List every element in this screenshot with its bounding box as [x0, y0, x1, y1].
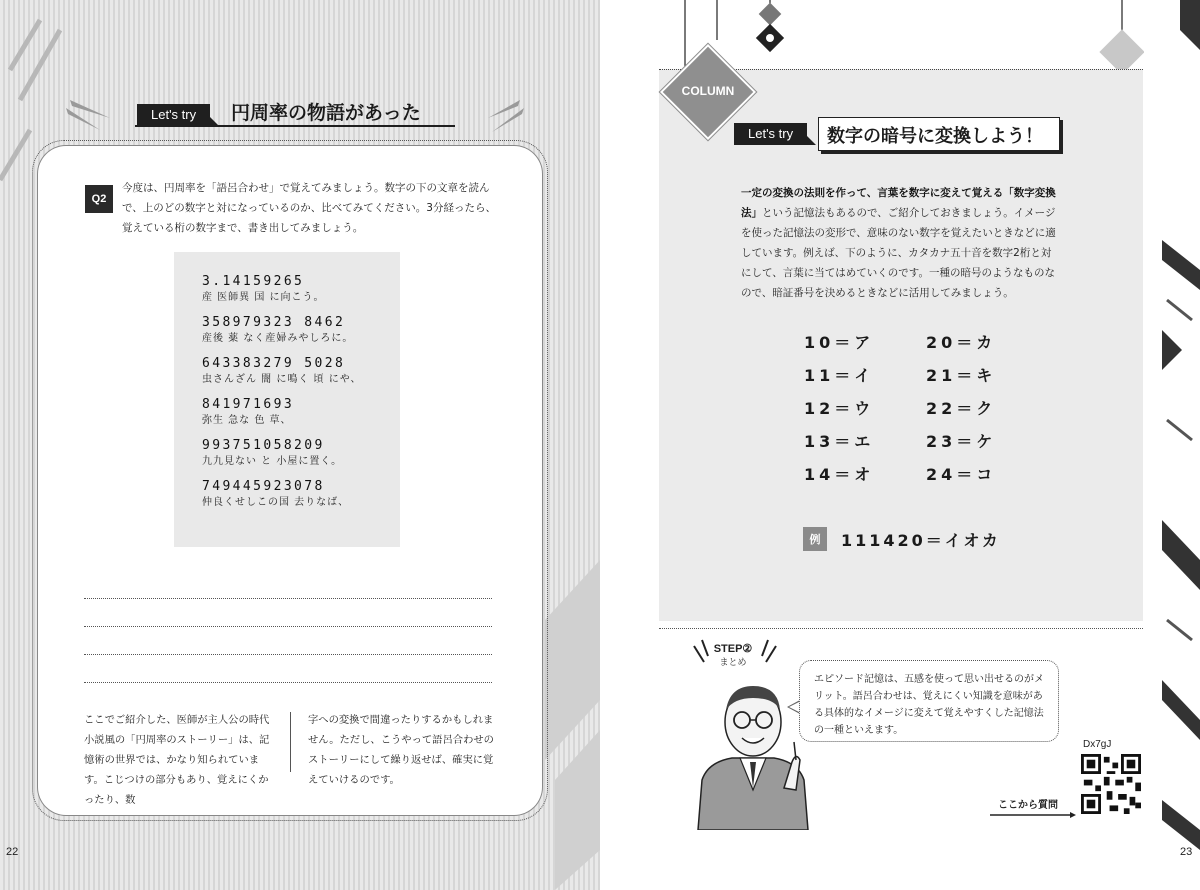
mnemonic-box: [174, 252, 400, 547]
question-card: [40, 148, 540, 813]
step-subtitle: まとめ: [719, 658, 747, 668]
column-badge-label: COLUMN: [681, 84, 735, 98]
conversion-item: 20＝カ: [926, 333, 997, 352]
mnemonic-words: 仲良くせしこの国 去りなば、: [202, 497, 350, 508]
answer-line[interactable]: [84, 654, 492, 655]
step-title: STEP②: [713, 643, 753, 655]
column-body: [741, 183, 1061, 303]
mnemonic-digits: 3.14159265: [202, 274, 305, 289]
mnemonic-entry: [202, 438, 400, 469]
arrow-right-icon: [990, 812, 1076, 818]
right-page: [600, 0, 1200, 890]
mnemonic-entry: [202, 274, 400, 305]
mnemonic-words: 弥生 急な 色 草、: [202, 415, 292, 426]
title-underline: [135, 125, 455, 127]
mnemonic-words: 産後 薬 なく産婦みやしろに。: [202, 333, 354, 344]
explanation-right: 字への変換で間違ったりするかもしれません。ただし、こうやって語呂合わせのストーリーにして繰り返せば、確実に覚えていけるのです。: [308, 714, 494, 786]
conversion-item: 11＝イ: [804, 366, 875, 385]
answer-line[interactable]: [84, 598, 492, 599]
conversion-item: 10＝ア: [804, 333, 875, 352]
lets-try-tag: Let's try: [734, 123, 807, 145]
lets-try-tag: Let's try: [137, 104, 210, 126]
qr-code-icon[interactable]: [1081, 754, 1141, 814]
mnemonic-digits: 749445923078: [202, 479, 325, 494]
body-lead: 一定の変換の法則を作って、言葉を数字に変えて覚える「数字変換法」: [741, 187, 1056, 219]
lets-try-heading-2: [734, 114, 1064, 154]
mnemonic-digits: 841971693: [202, 397, 295, 412]
example-badge: 例: [803, 527, 827, 551]
example-row: [803, 526, 1001, 552]
mnemonic-words: 九九見ない と 小屋に置く。: [202, 456, 343, 467]
conversion-item: 24＝コ: [926, 465, 997, 484]
conversion-item: 14＝オ: [804, 465, 875, 484]
mnemonic-digits: 643383279 5028: [202, 356, 346, 371]
mnemonic-words: 産 医師異 国 に向こう。: [202, 292, 325, 303]
example-text: 111420＝イオカ: [841, 530, 1001, 550]
lets-try-heading: [135, 96, 465, 130]
mnemonic-entry: [202, 315, 400, 346]
question-text: 今度は、円周率を「語呂合わせ」で覚えてみましょう。数字の下の文章を読んで、上のどの数字と対になっているのか、比べてみてください。3分経ったら、覚えている桁の数字まで、書き出してみましょう。: [122, 182, 496, 234]
mnemonic-words: 虫さんざん 闇 に鳴く 頃 にや、: [202, 374, 362, 385]
mnemonic-entry: [202, 397, 400, 428]
column-title: 数字の暗号に変換しよう！: [827, 126, 1043, 147]
step-label: [708, 642, 758, 668]
mnemonic-entry: [202, 356, 400, 387]
mnemonic-digits: 993751058209: [202, 438, 325, 453]
column-divider: [290, 712, 291, 772]
explanation-left: ここでご紹介した、医師が主人公の時代小説風の「円周率のストーリー」は、記憶術の世界では、かなり知られています。こじつけの部分もあり、覚えにくかったり、数: [84, 714, 270, 806]
explanation-columns: [84, 710, 494, 806]
ask-question-label: ここから質問: [998, 800, 1058, 811]
conversion-item: 12＝ウ: [804, 399, 875, 418]
conversion-item: 21＝キ: [926, 366, 997, 385]
ornaments-top: [750, 0, 790, 60]
q2-badge: Q2: [85, 185, 113, 213]
conversion-item: 23＝ケ: [926, 432, 997, 451]
answer-writing-lines: [84, 598, 492, 710]
page-number-right: 23: [1180, 846, 1193, 858]
edge-deco-pattern: [1162, 0, 1200, 890]
answer-line[interactable]: [84, 682, 492, 683]
conversion-item: 22＝ク: [926, 399, 997, 418]
mnemonic-entry: [202, 479, 400, 510]
body-rest: という記憶法もあるので、ご紹介しておきましょう。イメージを使った記憶法の変形で、意味のない数字を覚えたいときなどに適しています。例えば、下のように、カタカナ五十音を数字2桁と対にして、言葉に当てはめていくのです。一種の暗号のようなものなので、暗証番号を決めるときなどに活用してみましょう。: [741, 207, 1056, 299]
summary-speech-bubble: エピソード記憶は、五感を使って思い出せるのがメリット。語呂合わせは、覚えにくい知識を意味がある具体的なイメージに変えて覚えやすくした記憶法の一種といえます。: [799, 660, 1059, 742]
mnemonic-digits: 358979323 8462: [202, 315, 346, 330]
qr-code-label: Dx7gJ: [1083, 739, 1112, 750]
section-title: 円周率の物語があった: [231, 102, 421, 124]
conversion-item: 13＝エ: [804, 432, 875, 451]
page-number-left: 22: [6, 846, 19, 858]
title-frame: [818, 117, 1060, 151]
answer-line[interactable]: [84, 626, 492, 627]
